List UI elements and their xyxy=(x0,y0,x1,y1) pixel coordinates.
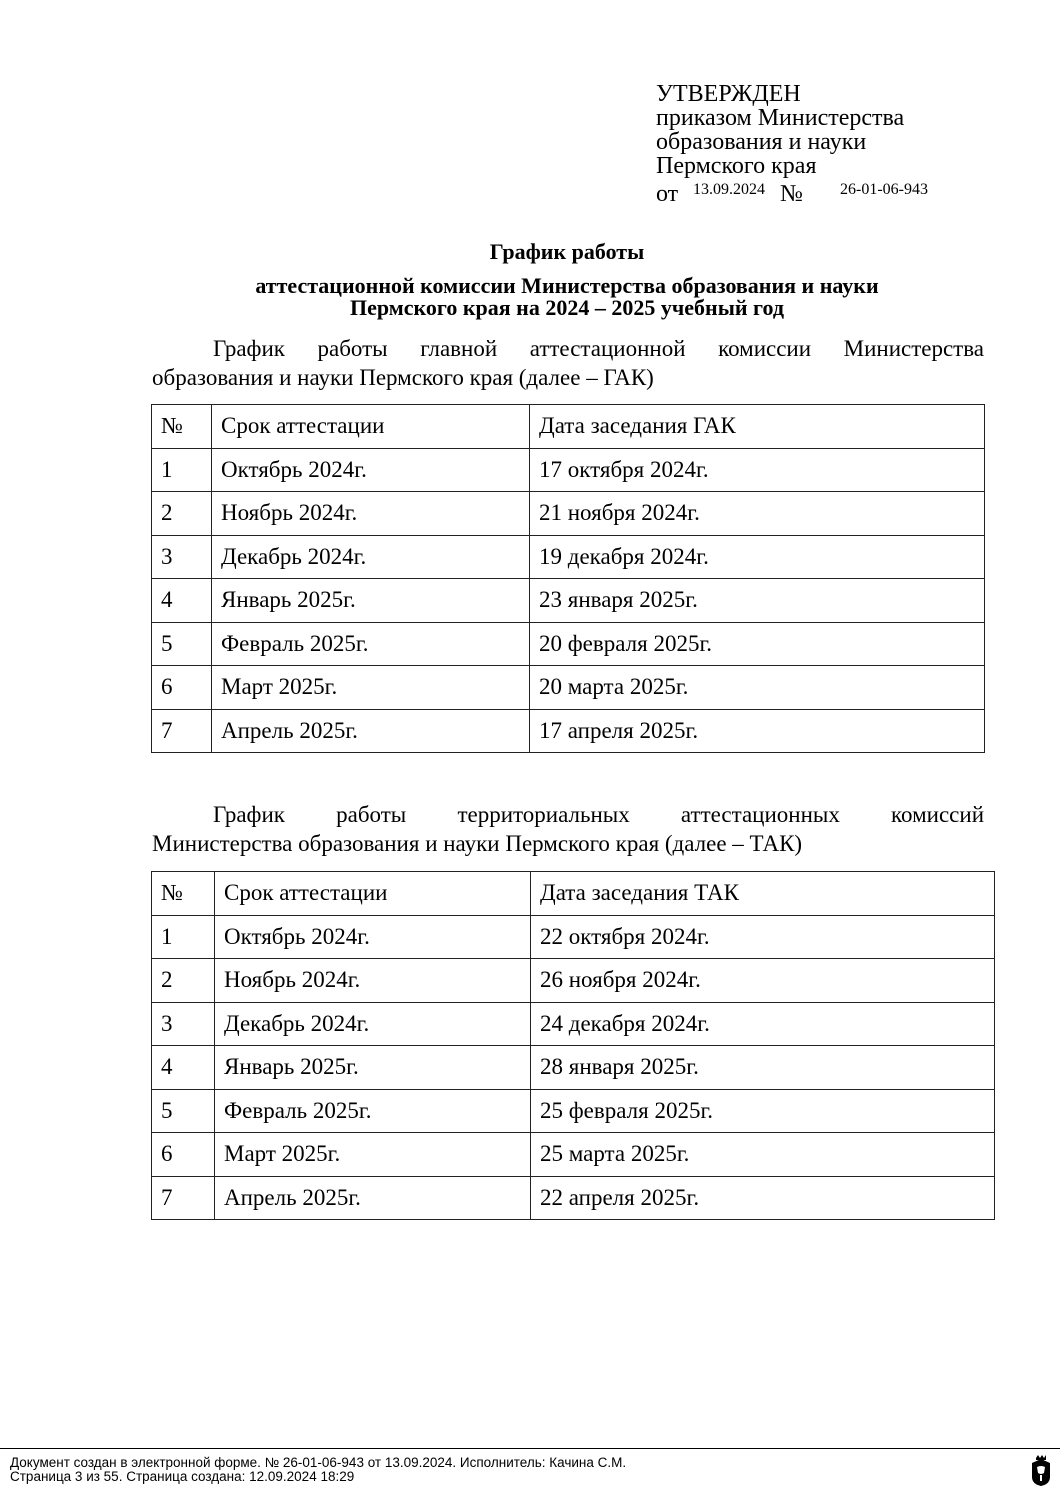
approval-number-label: № xyxy=(780,181,803,207)
coat-of-arms-icon xyxy=(1030,1455,1052,1487)
footer-divider xyxy=(0,1448,1060,1449)
tak-meeting-date-cell: 24 декабря 2024г. xyxy=(531,1002,995,1046)
tak-intro-line-1: График работы территориальных аттестационных комиссий xyxy=(213,802,984,827)
gak-meeting-date-cell: 21 ноября 2024г. xyxy=(530,492,985,536)
gak-meeting-date-cell: 23 января 2025г. xyxy=(530,579,985,623)
gak-meeting-date-cell: 20 марта 2025г. xyxy=(530,666,985,710)
gak-meeting-date-cell: 17 октября 2024г. xyxy=(530,448,985,492)
approval-line-region: Пермского края xyxy=(656,153,817,179)
footer-document-info: Документ создан в электронной форме. № 26-01-06-943 от 13.09.2024. Исполнитель: Качина С.М. xyxy=(10,1455,627,1470)
gak-schedule-table xyxy=(151,404,985,753)
approval-from-label: от xyxy=(656,181,679,207)
footer xyxy=(10,1456,626,1484)
gak-number-cell: 4 xyxy=(152,579,212,623)
gak-intro-paragraph xyxy=(152,334,984,392)
gak-period-cell: Декабрь 2024г. xyxy=(212,535,530,579)
table-row xyxy=(152,959,995,1003)
gak-number-cell: 3 xyxy=(152,535,212,579)
table-row xyxy=(152,1089,995,1133)
gak-intro-line-1: График работы главной аттестационной комиссии Министерства xyxy=(213,336,984,361)
gak-period-cell: Ноябрь 2024г. xyxy=(212,492,530,536)
gak-number-cell: 7 xyxy=(152,709,212,753)
approval-number: 26-01-06-943 xyxy=(840,181,928,198)
gak-period-cell: Апрель 2025г. xyxy=(212,709,530,753)
table-row xyxy=(152,666,985,710)
tak-meeting-date-cell: 22 апреля 2025г. xyxy=(531,1176,995,1220)
gak-number-cell: 2 xyxy=(152,492,212,536)
tak-period-cell: Ноябрь 2024г. xyxy=(215,959,531,1003)
tak-intro-paragraph xyxy=(152,800,984,858)
approval-date-line xyxy=(656,178,928,207)
document-title: График работы xyxy=(489,239,645,264)
gak-intro-line-2: образования и науки Пермского края (далее – ГАК) xyxy=(152,365,654,390)
tak-meeting-date-cell: 26 ноября 2024г. xyxy=(531,959,995,1003)
tak-header-period-cell: Срок аттестации xyxy=(215,872,531,916)
table-row xyxy=(152,1133,995,1177)
tak-number-cell: 4 xyxy=(152,1046,215,1090)
tak-number-cell: 2 xyxy=(152,959,215,1003)
tak-number-cell: 6 xyxy=(152,1133,215,1177)
table-row xyxy=(152,579,985,623)
gak-meeting-date-cell: 19 декабря 2024г. xyxy=(530,535,985,579)
gak-period-cell: Октябрь 2024г. xyxy=(212,448,530,492)
tak-number-cell: 3 xyxy=(152,1002,215,1046)
tak-intro-line-2: Министерства образования и науки Пермского края (далее – ТАК) xyxy=(152,831,803,856)
approval-status: УТВЕРЖДЕН xyxy=(656,81,801,107)
tak-period-cell: Февраль 2025г. xyxy=(215,1089,531,1133)
tak-period-cell: Январь 2025г. xyxy=(215,1046,531,1090)
tak-meeting-date-cell: 22 октября 2024г. xyxy=(531,915,995,959)
tak-number-cell: 1 xyxy=(152,915,215,959)
document-subtitle-line-2: Пермского края на 2024 – 2025 учебный год xyxy=(350,295,784,320)
tak-number-cell: 7 xyxy=(152,1176,215,1220)
approval-date: 13.09.2024 xyxy=(693,181,765,198)
gak-period-cell: Февраль 2025г. xyxy=(212,622,530,666)
tak-meeting-date-cell: 28 января 2025г. xyxy=(531,1046,995,1090)
table-row xyxy=(152,622,985,666)
tak-period-cell: Декабрь 2024г. xyxy=(215,1002,531,1046)
gak-period-cell: Январь 2025г. xyxy=(212,579,530,623)
gak-number-cell: 6 xyxy=(152,666,212,710)
gak-meeting-date-cell: 20 февраля 2025г. xyxy=(530,622,985,666)
document-subtitle-line-1: аттестационной комиссии Министерства образования и науки xyxy=(255,273,879,298)
table-row xyxy=(152,915,995,959)
gak-period-cell: Март 2025г. xyxy=(212,666,530,710)
tak-meeting-date-cell: 25 февраля 2025г. xyxy=(531,1089,995,1133)
tak-period-cell: Апрель 2025г. xyxy=(215,1176,531,1220)
tak-period-cell: Октябрь 2024г. xyxy=(215,915,531,959)
tak-schedule-table xyxy=(151,871,995,1220)
gak-header-period-cell: Срок аттестации xyxy=(212,405,530,449)
tak-header-number-cell: № xyxy=(152,872,215,916)
tak-header-meeting-date-cell: Дата заседания ТАК xyxy=(531,872,995,916)
approval-line-order: приказом Министерства xyxy=(656,105,905,131)
tak-table-header-row xyxy=(152,872,995,916)
table-row xyxy=(152,535,985,579)
approval-line-ministry: образования и науки xyxy=(656,129,867,155)
table-row xyxy=(152,1176,995,1220)
table-row xyxy=(152,709,985,753)
gak-header-meeting-date-cell: Дата заседания ГАК xyxy=(530,405,985,449)
gak-meeting-date-cell: 17 апреля 2025г. xyxy=(530,709,985,753)
table-row xyxy=(152,1046,995,1090)
table-row xyxy=(152,492,985,536)
tak-period-cell: Март 2025г. xyxy=(215,1133,531,1177)
gak-header-number-cell: № xyxy=(152,405,212,449)
gak-number-cell: 5 xyxy=(152,622,212,666)
tak-number-cell: 5 xyxy=(152,1089,215,1133)
footer-page-info: Страница 3 из 55. Страница создана: 12.09.2024 18:29 xyxy=(10,1469,355,1484)
gak-number-cell: 1 xyxy=(152,448,212,492)
gak-table-header-row xyxy=(152,405,985,449)
approval-stamp xyxy=(656,81,928,207)
table-row xyxy=(152,448,985,492)
table-row xyxy=(152,1002,995,1046)
tak-meeting-date-cell: 25 марта 2025г. xyxy=(531,1133,995,1177)
